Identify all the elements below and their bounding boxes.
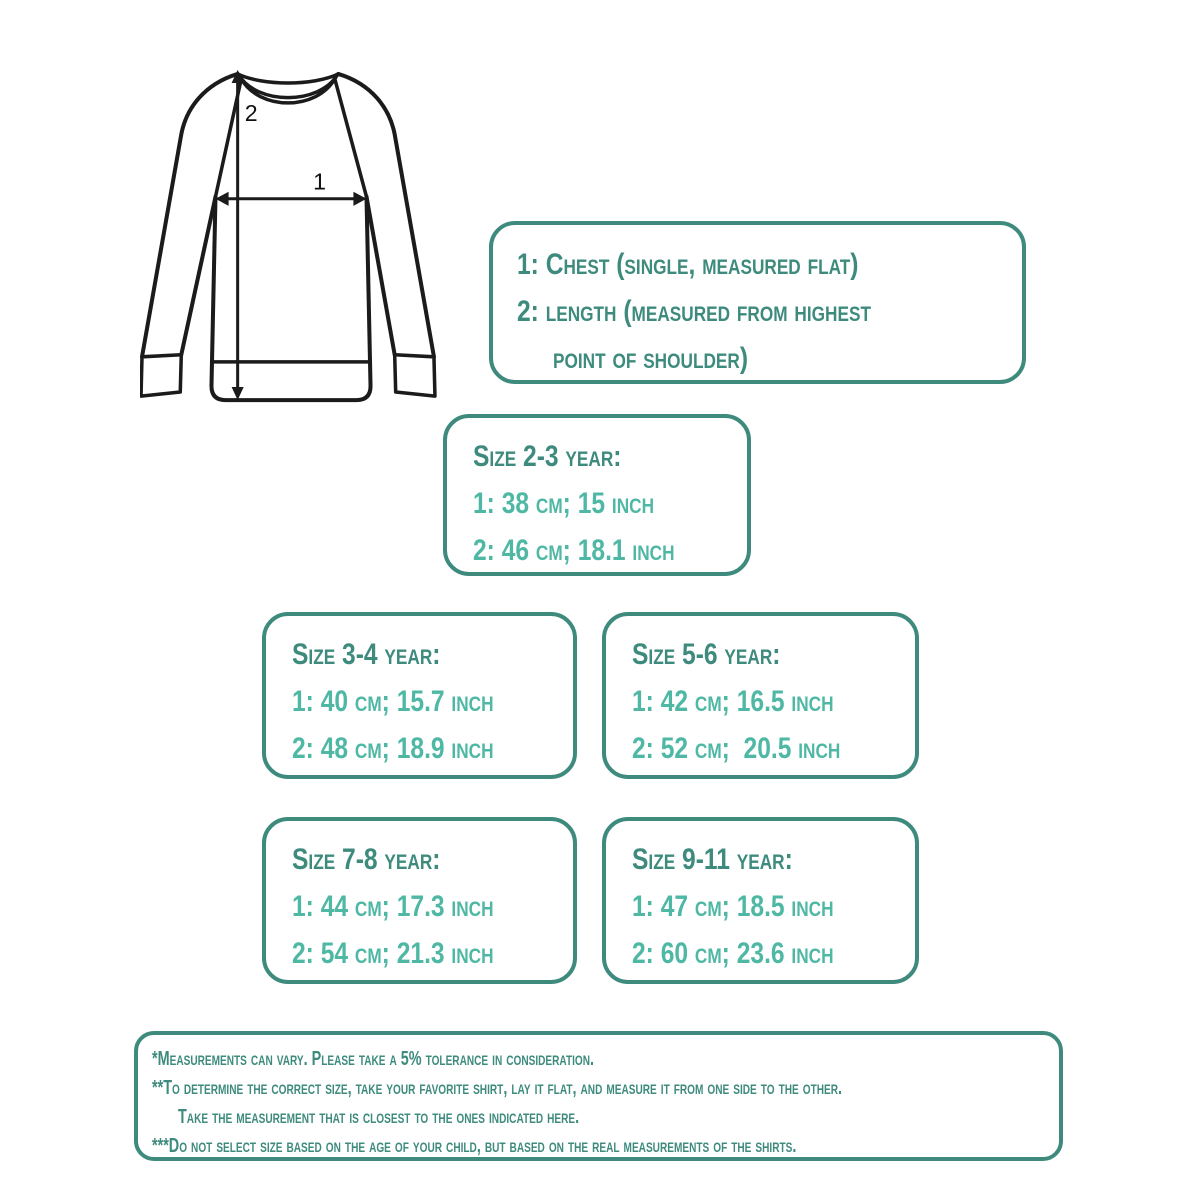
size-title: Size 2-3 year: [473, 440, 622, 473]
size-chest: 1: 47 cm; 18.5 inch [632, 890, 834, 923]
size-length: 2: 48 cm; 18.9 inch [292, 732, 494, 765]
right-raglan-seam [334, 77, 366, 197]
measurement-legend [489, 221, 1026, 384]
left-sleeve-inner [181, 197, 215, 355]
right-cuff [395, 355, 435, 396]
length-arrow-label: 2 [244, 100, 258, 127]
sweater-diagram [140, 56, 442, 412]
size-box-7-8-year [262, 817, 577, 984]
body [211, 197, 370, 400]
legend-line-chest: 1: Chest (single, measured flat) [517, 248, 859, 281]
left-cuff [141, 355, 181, 396]
legend-line-length-cont: point of shoulder) [553, 342, 749, 375]
note-how-to-measure: **To determine the correct size, take your favorite shirt, lay it flat, and measure it from one side to the other. [152, 1077, 843, 1099]
size-title: Size 7-8 year: [292, 843, 441, 876]
note-tolerance: *Measurements can vary. Please take a 5% tolerance in consideration. [152, 1048, 595, 1070]
size-title: Size 9-11 year: [632, 843, 793, 876]
note-how-to-measure-cont: Take the measurement that is closest to the ones indicated here. [178, 1106, 580, 1128]
sweater-outline [141, 74, 435, 400]
size-title: Size 3-4 year: [292, 638, 441, 671]
size-chest: 1: 40 cm; 15.7 inch [292, 685, 494, 718]
size-box-3-4-year [262, 612, 577, 779]
size-box-9-11-year [602, 817, 919, 984]
size-length: 2: 60 cm; 23.6 inch [632, 937, 834, 970]
size-chest: 1: 42 cm; 16.5 inch [632, 685, 834, 718]
legend-line-length: 2: length (measured from highest [517, 295, 871, 328]
measurement-arrows [216, 70, 367, 400]
size-length: 2: 54 cm; 21.3 inch [292, 937, 494, 970]
size-box-5-6-year [602, 612, 919, 779]
size-length: 2: 46 cm; 18.1 inch [473, 534, 675, 567]
chest-arrow-label: 1 [313, 168, 327, 195]
collar-top [238, 74, 339, 83]
footnotes-box [134, 1031, 1063, 1161]
size-box-2-3-year [443, 414, 751, 576]
size-chest: 1: 44 cm; 17.3 inch [292, 890, 494, 923]
note-age-warning: ***Do not select size based on the age of your child, but based on the real measurements of the shirts. [152, 1135, 797, 1157]
size-title: Size 5-6 year: [632, 638, 781, 671]
size-chest: 1: 38 cm; 15 inch [473, 487, 655, 520]
size-length: 2: 52 cm; 20.5 inch [632, 732, 841, 765]
